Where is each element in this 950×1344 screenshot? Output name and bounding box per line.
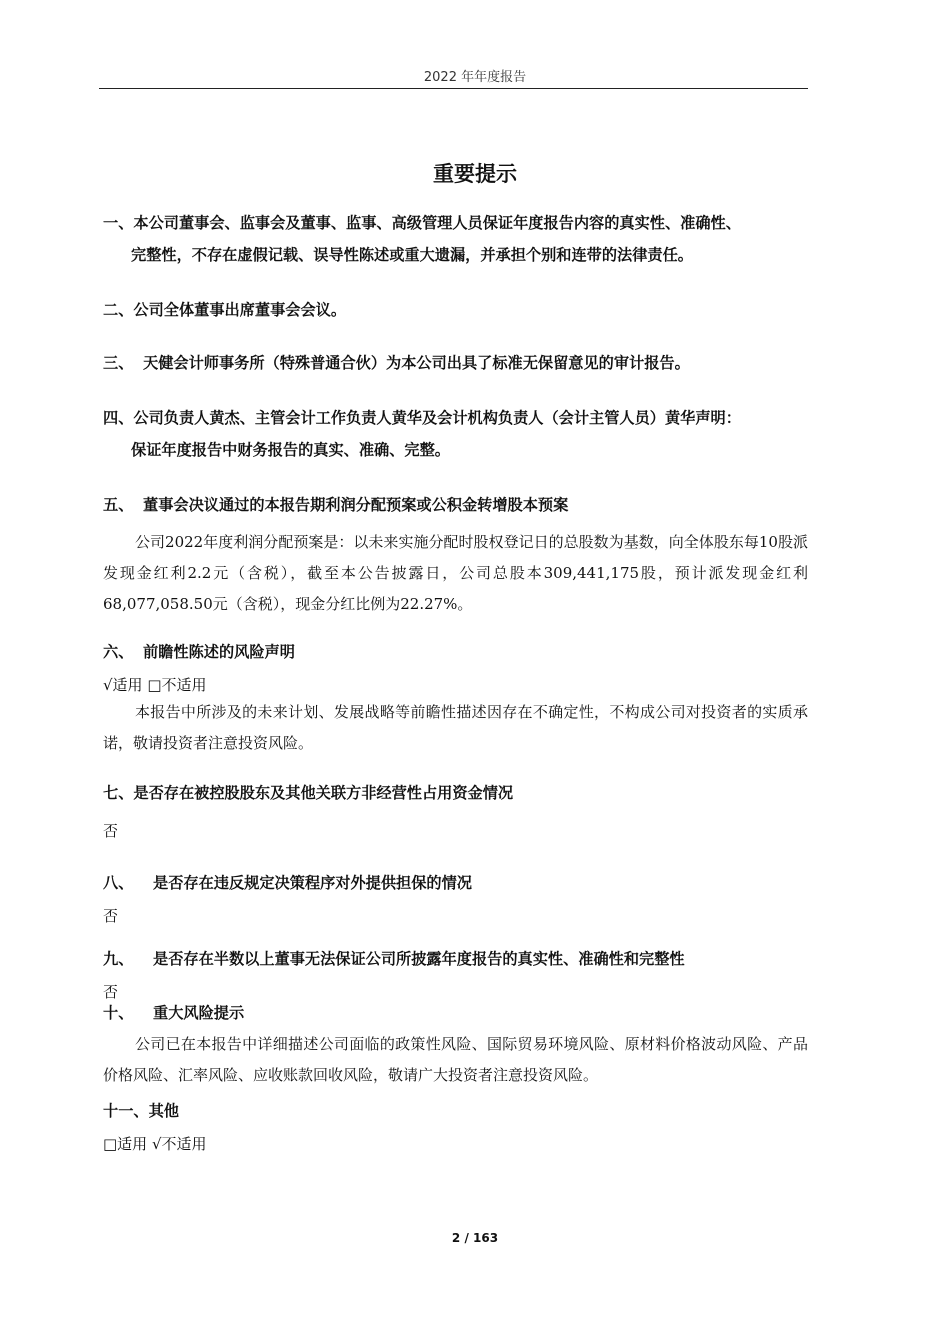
- section-7-heading: [103, 782, 513, 803]
- section-text: 重大风险提示: [153, 1004, 245, 1022]
- section-7-answer: 否: [103, 822, 119, 840]
- section-6-body: 本报告中所涉及的未来计划、发展战略等前瞻性描述因存在不确定性，不构成公司对投资者的实质承诺，敬请投资者注意投资风险。: [103, 703, 808, 752]
- header-rule: [99, 88, 808, 89]
- running-header: 2022 年年度报告: [423, 70, 527, 85]
- section-text: 是否存在被控股股东及其他关联方非经营性占用资金情况: [133, 784, 514, 802]
- section-number: 三、: [103, 354, 134, 372]
- page-number: 2 / 163: [451, 1231, 499, 1245]
- section-6-heading: [103, 641, 295, 662]
- section-11-heading: [103, 1100, 179, 1121]
- section-text: 是否存在半数以上董事无法保证公司所披露年度报告的真实性、准确性和完整性: [153, 950, 685, 968]
- section-6-applicability: √适用 □不适用: [103, 676, 207, 694]
- section-text: 本公司董事会、监事会及董事、监事、高级管理人员保证年度报告内容的真实性、准确性、: [133, 214, 741, 232]
- section-5-heading: [103, 494, 568, 515]
- page-title: 重要提示: [433, 162, 517, 186]
- section-number: 十、: [103, 1004, 134, 1022]
- section-number: 七、: [103, 784, 134, 802]
- section-text: 公司负责人黄杰、主管会计工作负责人黄华及会计机构负责人（会计主管人员）黄华声明：: [133, 409, 741, 427]
- section-10-heading: [103, 1002, 244, 1023]
- section-1-heading-cont: 完整性，不存在虚假记载、误导性陈述或重大遗漏，并承担个别和连带的法律责任。: [131, 246, 693, 264]
- section-1-heading: [103, 212, 741, 233]
- section-number: 九、: [103, 950, 134, 968]
- section-9-answer: 否: [103, 983, 119, 1001]
- section-4-heading: [103, 407, 741, 428]
- section-text: 公司全体董事出席董事会会议。: [133, 301, 346, 319]
- section-text: 前瞻性陈述的风险声明: [143, 643, 295, 661]
- section-2-heading: [103, 299, 346, 320]
- section-number: 十一、: [103, 1102, 149, 1120]
- section-3-heading: [103, 352, 690, 373]
- section-9-heading: [103, 948, 685, 969]
- section-number: 一、: [103, 214, 134, 232]
- section-10-body: 公司已在本报告中详细描述公司面临的政策性风险、国际贸易环境风险、原材料价格波动风险、产品价格风险、汇率风险、应收账款回收风险，敬请广大投资者注意投资风险。: [103, 1035, 808, 1084]
- section-number: 五、: [103, 496, 134, 514]
- section-8-heading: [103, 872, 472, 893]
- section-8-answer: 否: [103, 907, 119, 925]
- section-number: 二、: [103, 301, 134, 319]
- section-11-applicability: □适用 √不适用: [103, 1135, 207, 1153]
- section-text: 董事会决议通过的本报告期利润分配预案或公积金转增股本预案: [143, 496, 569, 514]
- section-number: 六、: [103, 643, 134, 661]
- section-4-heading-cont: 保证年度报告中财务报告的真实、准确、完整。: [131, 441, 450, 459]
- section-number: 八、: [103, 874, 134, 892]
- section-text: 其他: [148, 1102, 179, 1120]
- section-text: 是否存在违反规定决策程序对外提供担保的情况: [153, 874, 472, 892]
- section-5-body: 公司2022年度利润分配预案是：以未来实施分配时股权登记日的总股数为基数，向全体股东每10股派发现金红利2.2元（含税），截至本公告披露日，公司总股本309,441,175股，预计派发现金红利68,077,058.50元（含税），现金分红比例为22.27%。: [103, 533, 808, 613]
- section-number: 四、: [103, 409, 134, 427]
- section-text: 天健会计师事务所（特殊普通合伙）为本公司出具了标准无保留意见的审计报告。: [143, 354, 690, 372]
